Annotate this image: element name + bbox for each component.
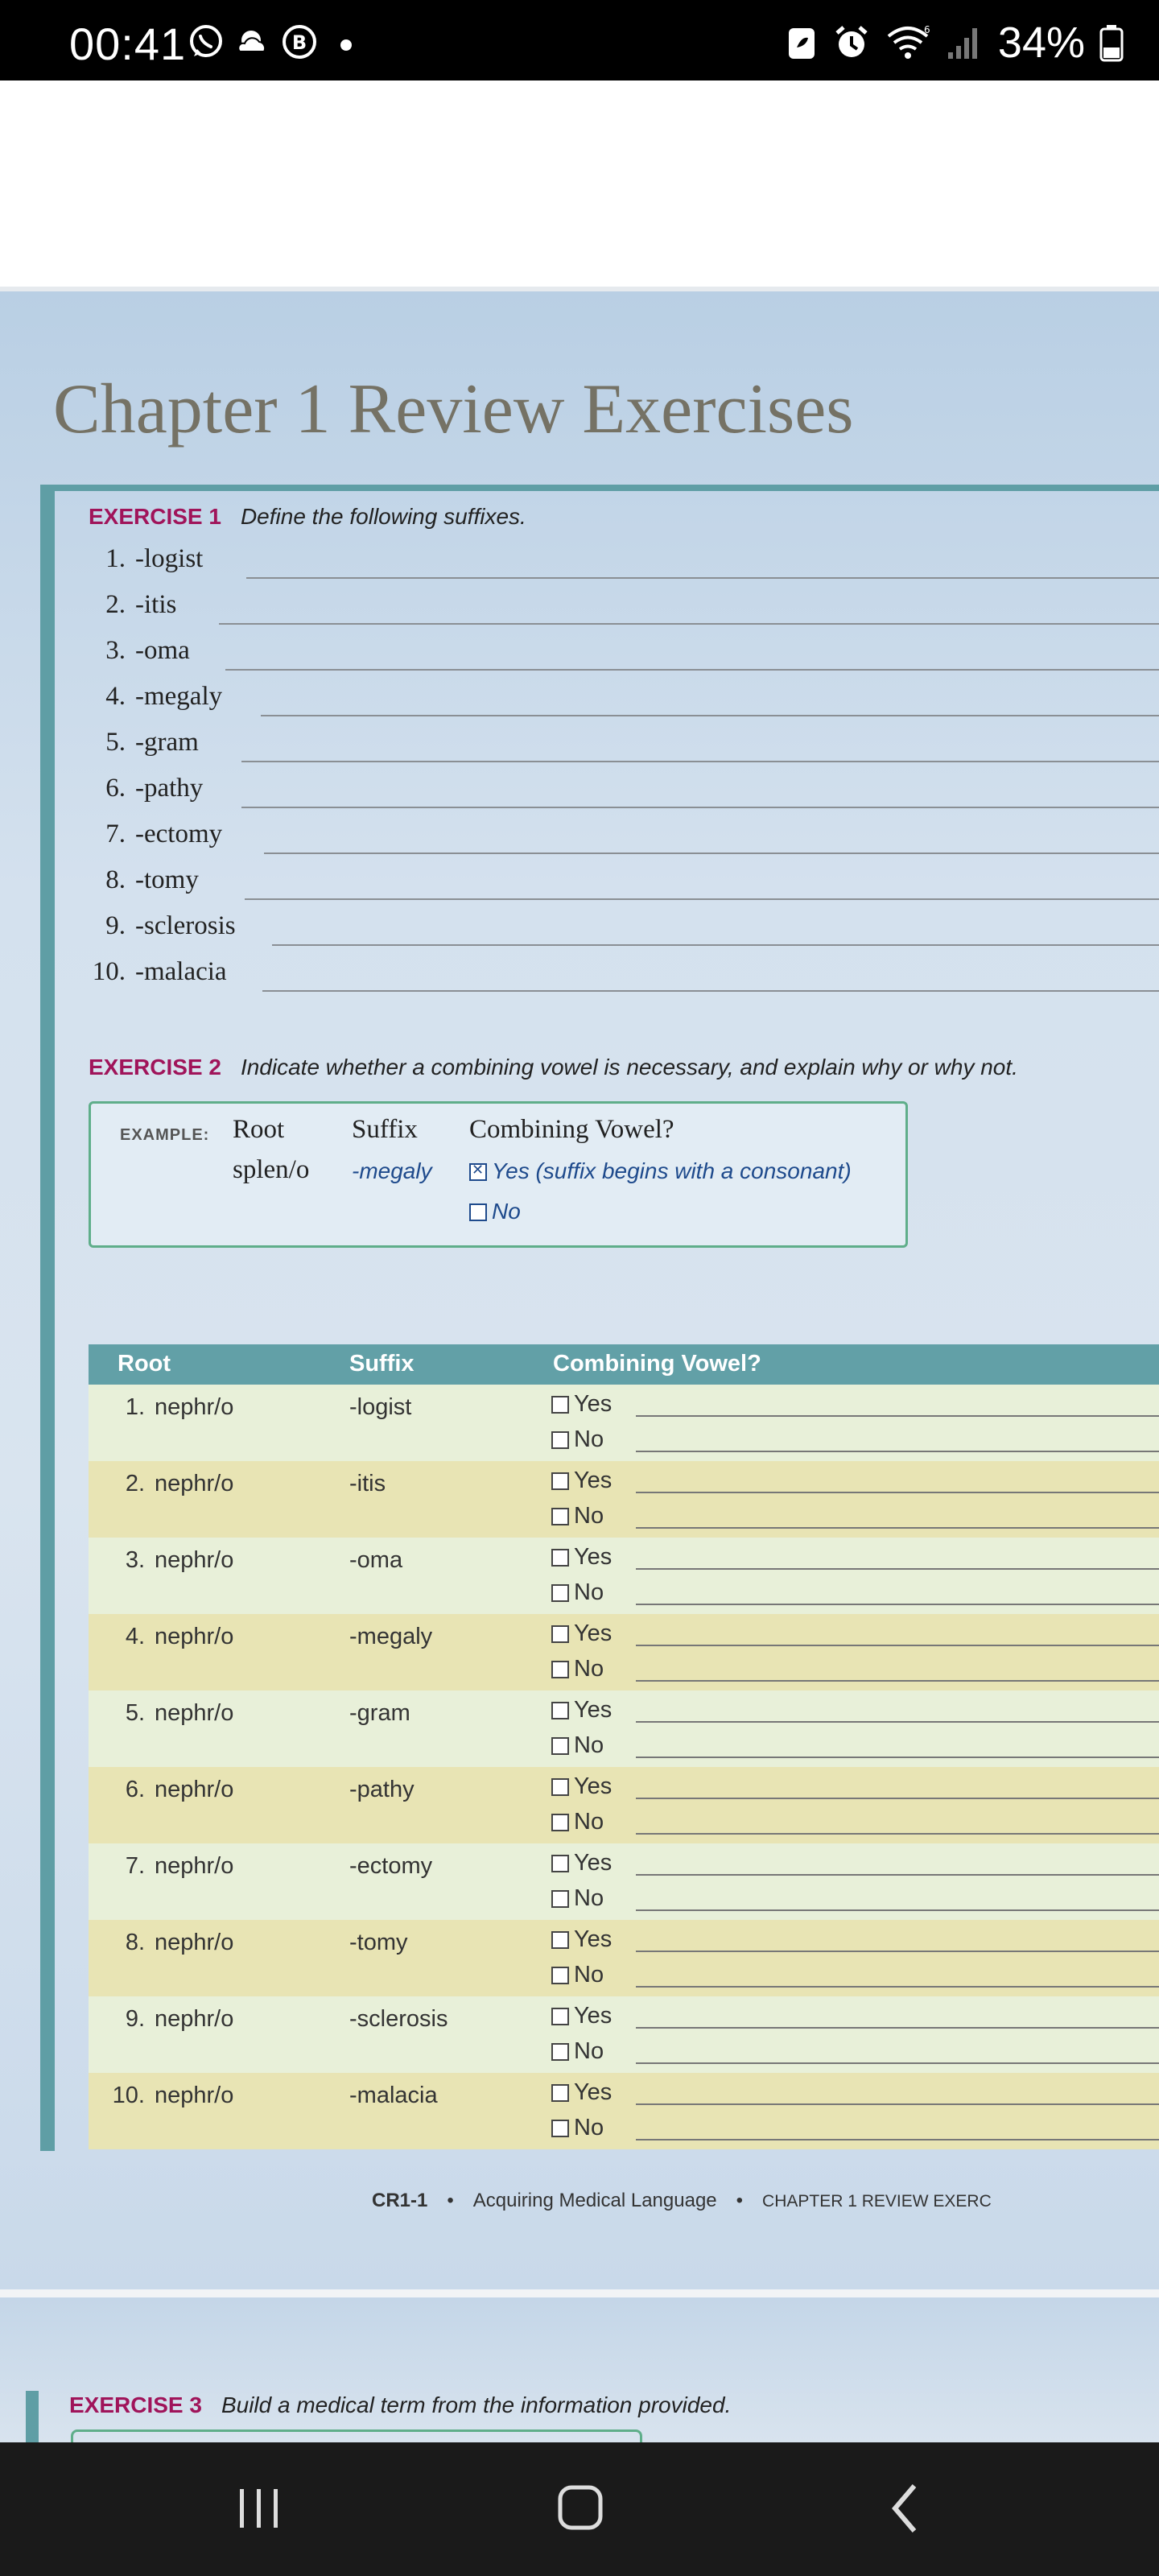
checkbox-icon[interactable] <box>551 1549 569 1567</box>
answer-line[interactable] <box>636 2062 1159 2064</box>
table-row: 10. nephr/o -malacia Yes No <box>89 2073 1159 2149</box>
example-label: EXAMPLE: <box>120 1126 210 1144</box>
exercise3-heading <box>69 2392 731 2418</box>
answer-line[interactable] <box>636 1492 1159 1493</box>
list-item: 10. -malacia <box>80 957 1159 1003</box>
exercise3-instruction: Build a medical term from the information provided. <box>221 2392 732 2417</box>
checkbox-icon[interactable] <box>551 2120 569 2137</box>
list-item: 7. -ectomy <box>80 819 1159 865</box>
checkbox-icon[interactable] <box>551 1661 569 1678</box>
signal-icon <box>945 23 984 62</box>
example-suffix-header: Suffix <box>352 1115 418 1144</box>
exercise1-instruction: Define the following suffixes. <box>240 504 526 529</box>
no-option[interactable]: No <box>551 1579 604 1606</box>
exercise2-table <box>89 1344 1159 2149</box>
yes-option[interactable]: Yes <box>551 2003 612 2029</box>
yes-option[interactable]: Yes <box>551 1544 612 1571</box>
answer-line[interactable] <box>241 761 1159 762</box>
answer-line[interactable] <box>636 1721 1159 1723</box>
teal-margin-bar <box>26 2391 39 2442</box>
checkbox-icon[interactable] <box>551 1737 569 1755</box>
answer-line[interactable] <box>245 898 1159 900</box>
answer-line[interactable] <box>636 1451 1159 1452</box>
answer-line[interactable] <box>636 1909 1159 1911</box>
yes-option[interactable]: Yes <box>551 1773 612 1800</box>
wifi-6-icon <box>885 23 930 62</box>
table-row: 6. nephr/o -pathy Yes No <box>89 1767 1159 1843</box>
battery-icon <box>1099 23 1124 62</box>
no-option[interactable]: No <box>551 1426 604 1453</box>
svg-text:B: B <box>291 31 307 54</box>
no-option[interactable]: No <box>551 2038 604 2065</box>
no-option[interactable]: No <box>551 1962 604 1988</box>
checkbox-icon[interactable] <box>551 1855 569 1872</box>
page-gap <box>0 2289 1159 2297</box>
dot-icon <box>327 23 365 61</box>
answer-line[interactable] <box>636 1568 1159 1570</box>
table-row: 9. nephr/o -sclerosis Yes No <box>89 1996 1159 2073</box>
answer-line[interactable] <box>225 669 1159 671</box>
example-box <box>89 1101 908 1248</box>
answer-line[interactable] <box>636 1833 1159 1835</box>
book-title: Acquiring Medical Language <box>472 2190 717 2211</box>
no-option[interactable]: No <box>551 1809 604 1835</box>
checkbox-icon[interactable] <box>551 1967 569 1984</box>
battery-percent: 34% <box>997 19 1085 67</box>
example-suffix: -megaly <box>352 1158 432 1183</box>
answer-line[interactable] <box>636 1645 1159 1646</box>
answer-line[interactable] <box>636 1951 1159 1952</box>
answer-line[interactable] <box>636 1527 1159 1529</box>
checkbox-icon[interactable] <box>551 1890 569 1908</box>
answer-line[interactable] <box>264 852 1159 854</box>
checkbox-icon[interactable] <box>551 1584 569 1602</box>
answer-line[interactable] <box>261 715 1159 716</box>
teal-margin-bar <box>40 485 55 2151</box>
answer-line[interactable] <box>241 807 1159 808</box>
exercise1-heading <box>89 504 526 530</box>
list-item: 4. -megaly <box>80 682 1159 728</box>
top-blank-area <box>0 80 1159 288</box>
table-header <box>89 1344 1159 1385</box>
answer-line[interactable] <box>219 623 1159 625</box>
section-title: CHAPTER 1 REVIEW EXERC <box>762 2192 992 2211</box>
checked-checkbox-icon <box>469 1163 487 1181</box>
list-item: 6. -pathy <box>80 774 1159 819</box>
list-item: 2. -itis <box>80 590 1159 636</box>
no-option[interactable]: No <box>551 1732 604 1759</box>
checkbox-icon[interactable] <box>551 1508 569 1525</box>
answer-line[interactable] <box>636 1604 1159 1605</box>
example-no-option: No <box>469 1199 521 1224</box>
example-vowel-header: Combining Vowel? <box>469 1115 674 1144</box>
page-code: CR1-1 <box>372 2190 428 2211</box>
checkbox-icon[interactable] <box>551 2008 569 2025</box>
no-option[interactable]: No <box>551 1656 604 1682</box>
yes-option[interactable]: Yes <box>551 1391 612 1418</box>
table-row: 7. nephr/o -ectomy Yes No <box>89 1843 1159 1920</box>
list-item: 1. -logist <box>80 544 1159 590</box>
back-icon[interactable] <box>885 2481 926 2537</box>
answer-line[interactable] <box>636 1680 1159 1682</box>
answer-line[interactable] <box>636 1798 1159 1799</box>
list-item: 9. -sclerosis <box>80 911 1159 957</box>
svg-text:6: 6 <box>923 24 930 35</box>
weather-icon <box>233 23 272 61</box>
review-page <box>0 291 1159 2289</box>
checkbox-icon[interactable] <box>551 2043 569 2061</box>
exercise2-instruction: Indicate whether a combining vowel is necessary, and explain why or why not. <box>240 1055 1018 1080</box>
col-suffix: Suffix <box>349 1351 415 1377</box>
table-row: 3. nephr/o -oma Yes No <box>89 1538 1159 1614</box>
yes-option[interactable]: Yes <box>551 1850 612 1876</box>
answer-line[interactable] <box>636 2139 1159 2140</box>
col-root: Root <box>118 1351 171 1377</box>
yes-option[interactable]: Yes <box>551 1468 612 1494</box>
yes-option[interactable]: Yes <box>551 2079 612 2106</box>
answer-line[interactable] <box>246 577 1159 579</box>
checkbox-icon[interactable] <box>551 1778 569 1796</box>
no-option[interactable]: No <box>551 1503 604 1530</box>
answer-line[interactable] <box>636 1415 1159 1417</box>
exercise1-list <box>80 544 1159 1003</box>
next-page <box>0 2297 1159 2442</box>
answer-line[interactable] <box>272 944 1159 946</box>
yes-option[interactable]: Yes <box>551 1926 612 1953</box>
page-footer: CR1-1 • Acquiring Medical Language • CHAPTER 1 REVIEW EXERC <box>372 2190 992 2211</box>
list-item: 3. -oma <box>80 636 1159 682</box>
checkbox-icon[interactable] <box>551 1431 569 1449</box>
list-item: 5. -gram <box>80 728 1159 774</box>
checkbox-icon[interactable] <box>551 2084 569 2102</box>
list-item: 8. -tomy <box>80 865 1159 911</box>
example-root: splen/o <box>233 1155 310 1184</box>
b-app-icon <box>280 23 319 61</box>
teal-top-rule <box>40 485 1159 491</box>
checkbox-icon[interactable] <box>551 1396 569 1414</box>
checkbox-icon[interactable] <box>551 1931 569 1949</box>
table-row: 8. nephr/o -tomy Yes No <box>89 1920 1159 1996</box>
exercise2-label: EXERCISE 2 <box>89 1055 221 1080</box>
table-row: 2. nephr/o -itis Yes No <box>89 1461 1159 1538</box>
chapter-title: Chapter 1 Review Exercises <box>53 370 854 448</box>
alarm-icon <box>832 23 871 62</box>
navigation-bar <box>0 2442 1159 2576</box>
answer-line[interactable] <box>636 2027 1159 2029</box>
example-yes-option: ✕ Yes (suffix begins with a consonant) <box>469 1158 852 1184</box>
exercise2-heading <box>89 1055 1018 1080</box>
example-root-header: Root <box>233 1115 285 1144</box>
checkbox-icon[interactable] <box>551 1625 569 1643</box>
yes-option[interactable]: Yes <box>551 1620 612 1647</box>
checkbox-icon[interactable] <box>551 1472 569 1490</box>
checkbox-icon[interactable] <box>551 1702 569 1719</box>
answer-line[interactable] <box>636 2103 1159 2105</box>
exercise3-label: EXERCISE 3 <box>69 2392 202 2417</box>
no-option[interactable]: No <box>551 2115 604 2141</box>
col-combining-vowel: Combining Vowel? <box>553 1351 761 1377</box>
checkbox-icon <box>469 1203 487 1221</box>
recents-icon[interactable] <box>235 2481 283 2537</box>
status-bar <box>0 0 1159 80</box>
status-time: 00:41 <box>69 19 187 69</box>
battery-saver-icon <box>786 23 818 62</box>
answer-line[interactable] <box>636 1986 1159 1988</box>
answer-line[interactable] <box>636 1757 1159 1758</box>
table-row: 4. nephr/o -megaly Yes No <box>89 1614 1159 1690</box>
home-icon[interactable] <box>555 2481 607 2537</box>
checkbox-icon[interactable] <box>551 1814 569 1831</box>
table-row: 5. nephr/o -gram Yes No <box>89 1690 1159 1767</box>
table-row: 1. nephr/o -logist Yes No <box>89 1385 1159 1461</box>
whatsapp-icon <box>187 23 225 61</box>
yes-option[interactable]: Yes <box>551 1697 612 1724</box>
answer-line[interactable] <box>636 1874 1159 1876</box>
exercise1-label: EXERCISE 1 <box>89 504 221 529</box>
no-option[interactable]: No <box>551 1885 604 1912</box>
answer-line[interactable] <box>262 990 1159 992</box>
